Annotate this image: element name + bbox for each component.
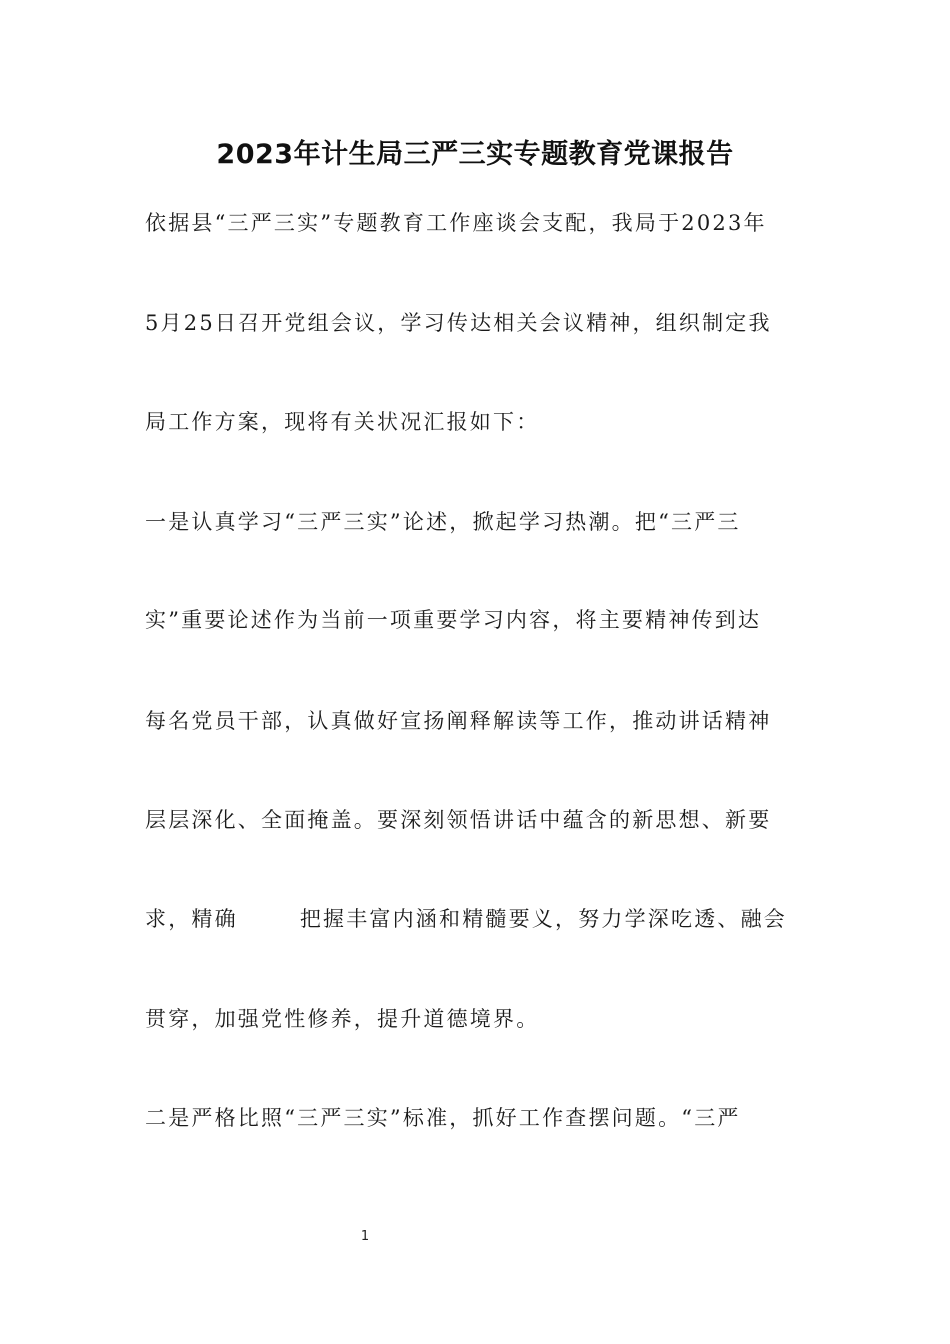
paragraph-line: 5月25日召开党组会议，学习传达相关会议精神，组织制定我 [145,311,772,335]
paragraph-line: 一是认真学习“三严三实”论述，掀起学习热潮。把“三严三 [145,510,741,534]
paragraph-line: 局工作方案，现将有关状况汇报如下： [145,410,540,434]
line-segment-before-gap: 求，精确 [145,907,238,931]
paragraph-line: 每名党员干部，认真做好宣扬阐释解读等工作，推动讲话精神 [145,709,772,733]
paragraph-line-with-gap [145,904,810,934]
paragraph-line: 实”重要论述作为当前一项重要学习内容，将主要精神传到达 [145,608,762,632]
paragraph-line: 贯穿，加强党性修养，提升道德境界。 [145,1007,540,1031]
line-segment-after-gap: 把握丰富内涵和精髓要义，努力学深吃透、融会 [299,907,788,931]
document-title: 2023年计生局三严三实专题教育党课报告 [216,139,734,170]
paragraph-line: 层层深化、全面掩盖。要深刻领悟讲话中蕴含的新思想、新要 [145,808,772,832]
page-number: 1 [360,1229,370,1244]
paragraph-line: 依据县“三严三实”专题教育工作座谈会支配，我局于2023年 [145,211,767,235]
paragraph-line: 二是严格比照“三严三实”标准，抓好工作查摆问题。“三严 [145,1106,741,1130]
